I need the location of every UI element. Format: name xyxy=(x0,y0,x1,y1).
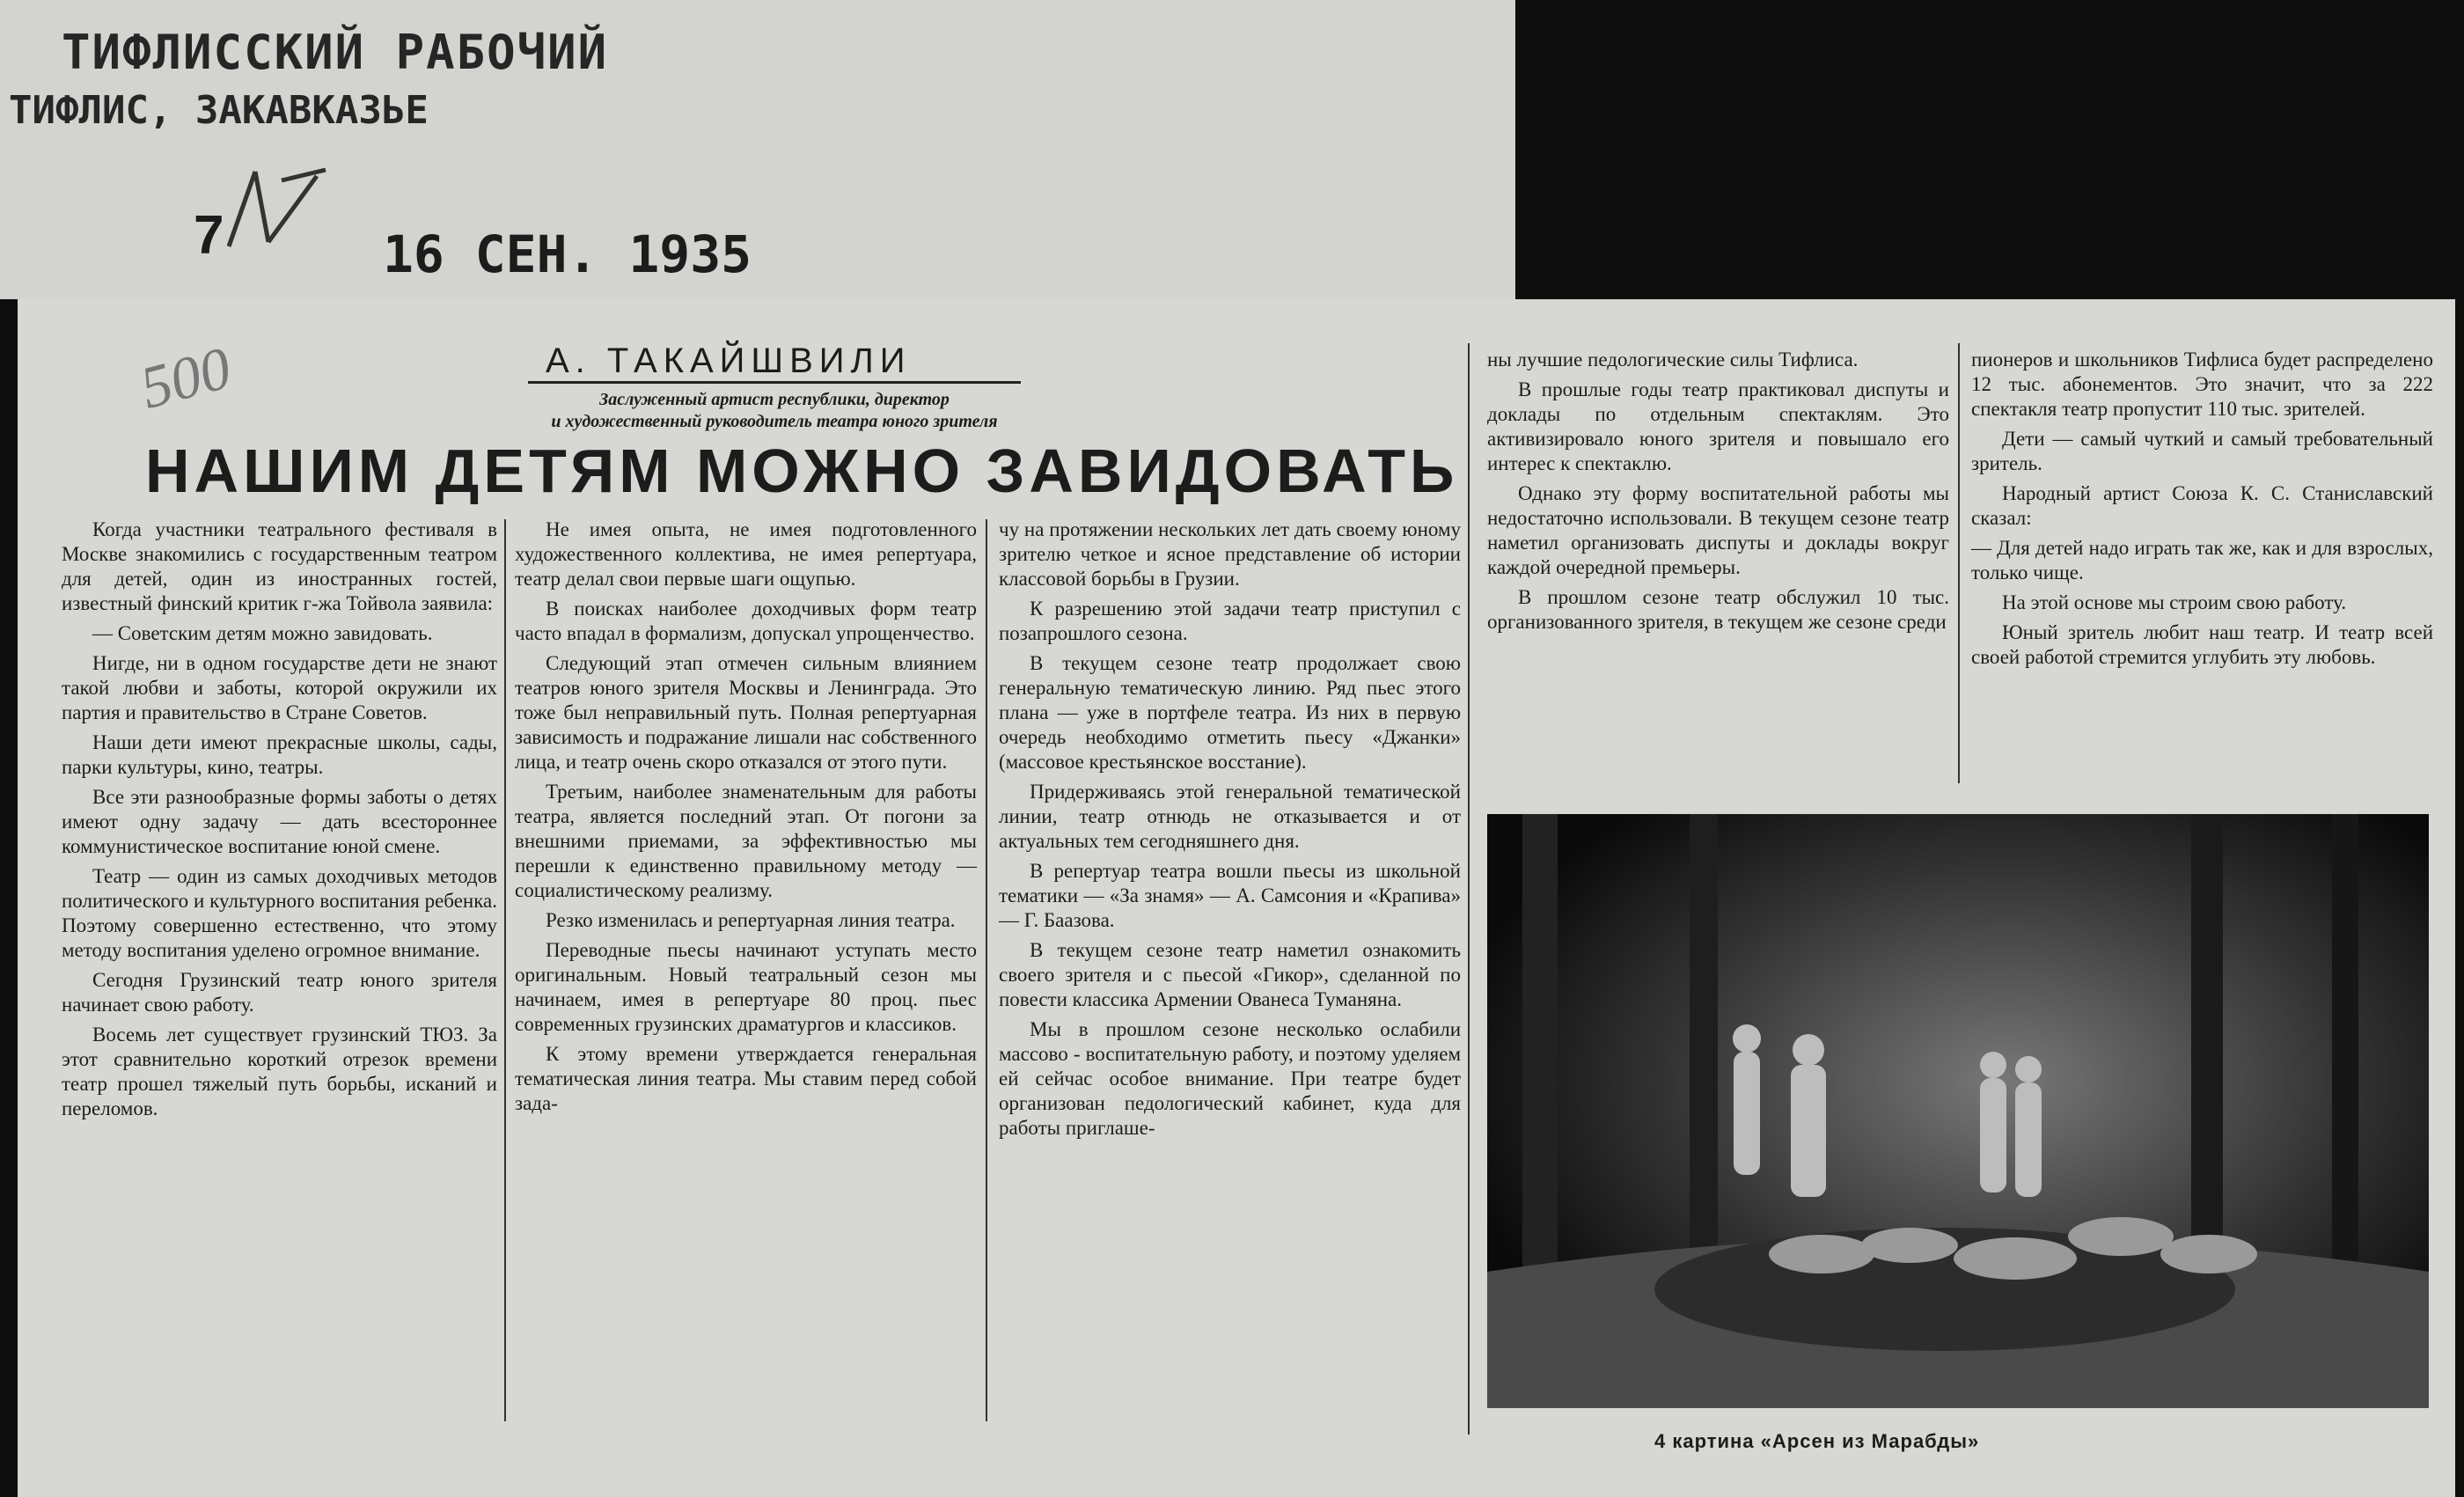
paragraph: Сегодня Грузинский театр юного зрителя начинает свою работу. xyxy=(62,969,497,1016)
paragraph: В прошлом сезоне театр обслужил 10 тыс. организованного зрителя, в текущем же сезоне среди xyxy=(1487,586,1949,633)
paragraph: В репертуар театра вошли пьесы из школьной тематики — «За знамя» — А. Самсония и «Крапива» — Г. Баазова. xyxy=(999,860,1461,931)
paragraph: В поисках наиболее доходчивых форм театр часто впадал в формализм, допускал упрощенчество. xyxy=(515,598,977,644)
paragraph: К этому времени утверждается генеральная тематическая линия театра. Мы ставим перед собой зада- xyxy=(515,1043,977,1114)
credit-line: и художественный руководитель театра юного зрителя xyxy=(551,412,998,431)
paragraph: Все эти разнообразные формы заботы о детях имеют одну задачу — дать всестороннее коммунистическое воспитание юной смене. xyxy=(62,786,497,857)
paragraph: Восемь лет существует грузинский ТЮЗ. За этот сравнительно короткий отрезок времени театр прошел тяжелый путь борьбы, исканий и переломов. xyxy=(62,1024,497,1119)
article-column-3 xyxy=(999,517,1461,1146)
paragraph: Театр — один из самых доходчивых методов политического и культурного воспитания ребенка. Поэтому совершенно естественно, что этому методу воспитания уделено огромное внимание. xyxy=(62,865,497,961)
paragraph: — Для детей надо играть так же, как и для взрослых, только чище. xyxy=(1971,537,2433,583)
theatre-scene-photo xyxy=(1487,814,2429,1408)
credit-line: Заслуженный артист республики, директор xyxy=(599,390,950,409)
handwritten-signature xyxy=(220,163,334,260)
paragraph: На этой основе мы строим свою работу. xyxy=(2002,591,2347,613)
paragraph: Дети — самый чуткий и самый требовательный зритель. xyxy=(1971,428,2433,474)
stamp-number: 7 xyxy=(194,205,224,266)
clipping-stamp-card xyxy=(0,0,1515,299)
stamp-location: ТИФЛИС, ЗАКАВКАЗЬЕ xyxy=(9,88,429,133)
column-divider xyxy=(504,519,506,1421)
photo-graphic xyxy=(1487,814,2429,1408)
paragraph: — Советским детям можно завидовать. xyxy=(92,622,433,644)
paragraph: Народный артист Союза К. С. Станиславский сказал: xyxy=(1971,482,2433,529)
photo-caption: 4 картина «Арсен из Марабды» xyxy=(1654,1430,1980,1452)
paragraph: К разрешению этой задачи театр приступил с позапрошлого сезона. xyxy=(999,598,1461,644)
column-divider xyxy=(1468,343,1470,1435)
paragraph: Третьим, наиболее знаменательным для работы театра, является последний этап. От погони за внешними приемами, за эффективностью мы перешли к единственно правильному методу — социалистическому реализму. xyxy=(515,781,977,901)
paragraph: Когда участники театрального фестиваля в Москве знакомились с государственным театром для детей, один из иностранных гостей, известный финский критик г-жа Тойвола заявила: xyxy=(62,518,497,614)
paragraph: Юный зритель любит наш театр. И театр всей своей работой стремится углубить эту любовь. xyxy=(1971,621,2433,668)
article-column-2 xyxy=(515,517,977,1121)
paragraph: Однако эту форму воспитательной работы мы недостаточно использовали. В текущем сезоне театр наметил организовать диспуты и доклады вокруг каждой очередной премьеры. xyxy=(1487,482,1949,578)
paragraph: В прошлые годы театр практиковал диспуты и доклады по отдельным спектаклям. Это активизировало юного зрителя и повышало его интерес к спектаклю. xyxy=(1487,378,1949,474)
article-column-4 xyxy=(1487,348,1949,640)
paragraph: чу на протяжении нескольких лет дать своему юному зрителю четкое и ясное представление об истории классовой борьбы в Грузии. xyxy=(999,518,1461,590)
paragraph: пионеров и школьников Тифлиса будет распределено 12 тыс. абонементов. Это значит, что за 222 спектакля театр пропустит 110 тыс. зрителей. xyxy=(1971,349,2433,420)
paragraph: Нигде, ни в одном государстве дети не знают такой любви и заботы, которой окружили их партия и правительство в Стране Советов. xyxy=(62,652,497,723)
author-credit xyxy=(414,389,1135,433)
paragraph: Наши дети имеют прекрасные школы, сады, парки культуры, кино, театры. xyxy=(62,731,497,778)
author-underline xyxy=(528,381,1021,384)
paragraph: Резко изменилась и репертуарная линия театра. xyxy=(546,909,956,931)
paragraph: В текущем сезоне театр продолжает свою генеральную тематическую линию. Ряд пьес этого плана — уже в портфеле театра. Из них в первую очередь необходимо отметить пьесу «Джанки» (массовое крестьянское восстание). xyxy=(999,652,1461,773)
paragraph: Следующий этап отмечен сильным влиянием театров юного зрителя Москвы и Ленинграда. Это тоже был неправильный путь. Полная репертуарная зависимость и подражание лишали нас собственного лица, и театр очень скоро отказался от этого пути. xyxy=(515,652,977,773)
column-divider xyxy=(986,519,987,1421)
paragraph: Придерживаясь этой генеральной тематической линии, театр отнюдь не отказывается и от актуальных тем сегодняшнего дня. xyxy=(999,781,1461,852)
column-divider xyxy=(1958,343,1960,783)
paragraph: ны лучшие педологические силы Тифлиса. xyxy=(1487,349,1859,371)
stamp-newspaper-name: ТИФЛИССКИЙ РАБОЧИЙ xyxy=(62,25,609,80)
stamp-date: 16 СЕН. 1935 xyxy=(383,224,752,284)
article-column-1 xyxy=(62,517,497,1126)
article-author: А. ТАКАЙШВИЛИ xyxy=(546,341,912,380)
paragraph: В текущем сезоне театр наметил ознакомить своего зрителя и с пьесой «Гикор», сделанной по повести классика Армении Ованеса Туманяна. xyxy=(999,939,1461,1010)
pencil-annotation: 500 xyxy=(133,334,238,422)
paragraph: Переводные пьесы начинают уступать место оригинальным. Новый театральный сезон мы начинаем, имея в репертуаре 80 проц. пьес современных грузинских драматургов и классиков. xyxy=(515,939,977,1035)
article-headline: НАШИМ ДЕТЯМ МОЖНО ЗАВИДОВАТЬ xyxy=(145,437,1459,505)
paragraph: Не имея опыта, не имея подготовленного художественного коллектива, не имея репертуара, театр делал свои первые шаги ощупью. xyxy=(515,518,977,590)
article-column-5 xyxy=(1971,348,2433,675)
paragraph: Мы в прошлом сезоне несколько ослабили массово - воспитательную работу, и поэтому уделяем ей сейчас особое внимание. При театре будет организован педологический кабинет, куда для работы приглаше- xyxy=(999,1018,1461,1139)
